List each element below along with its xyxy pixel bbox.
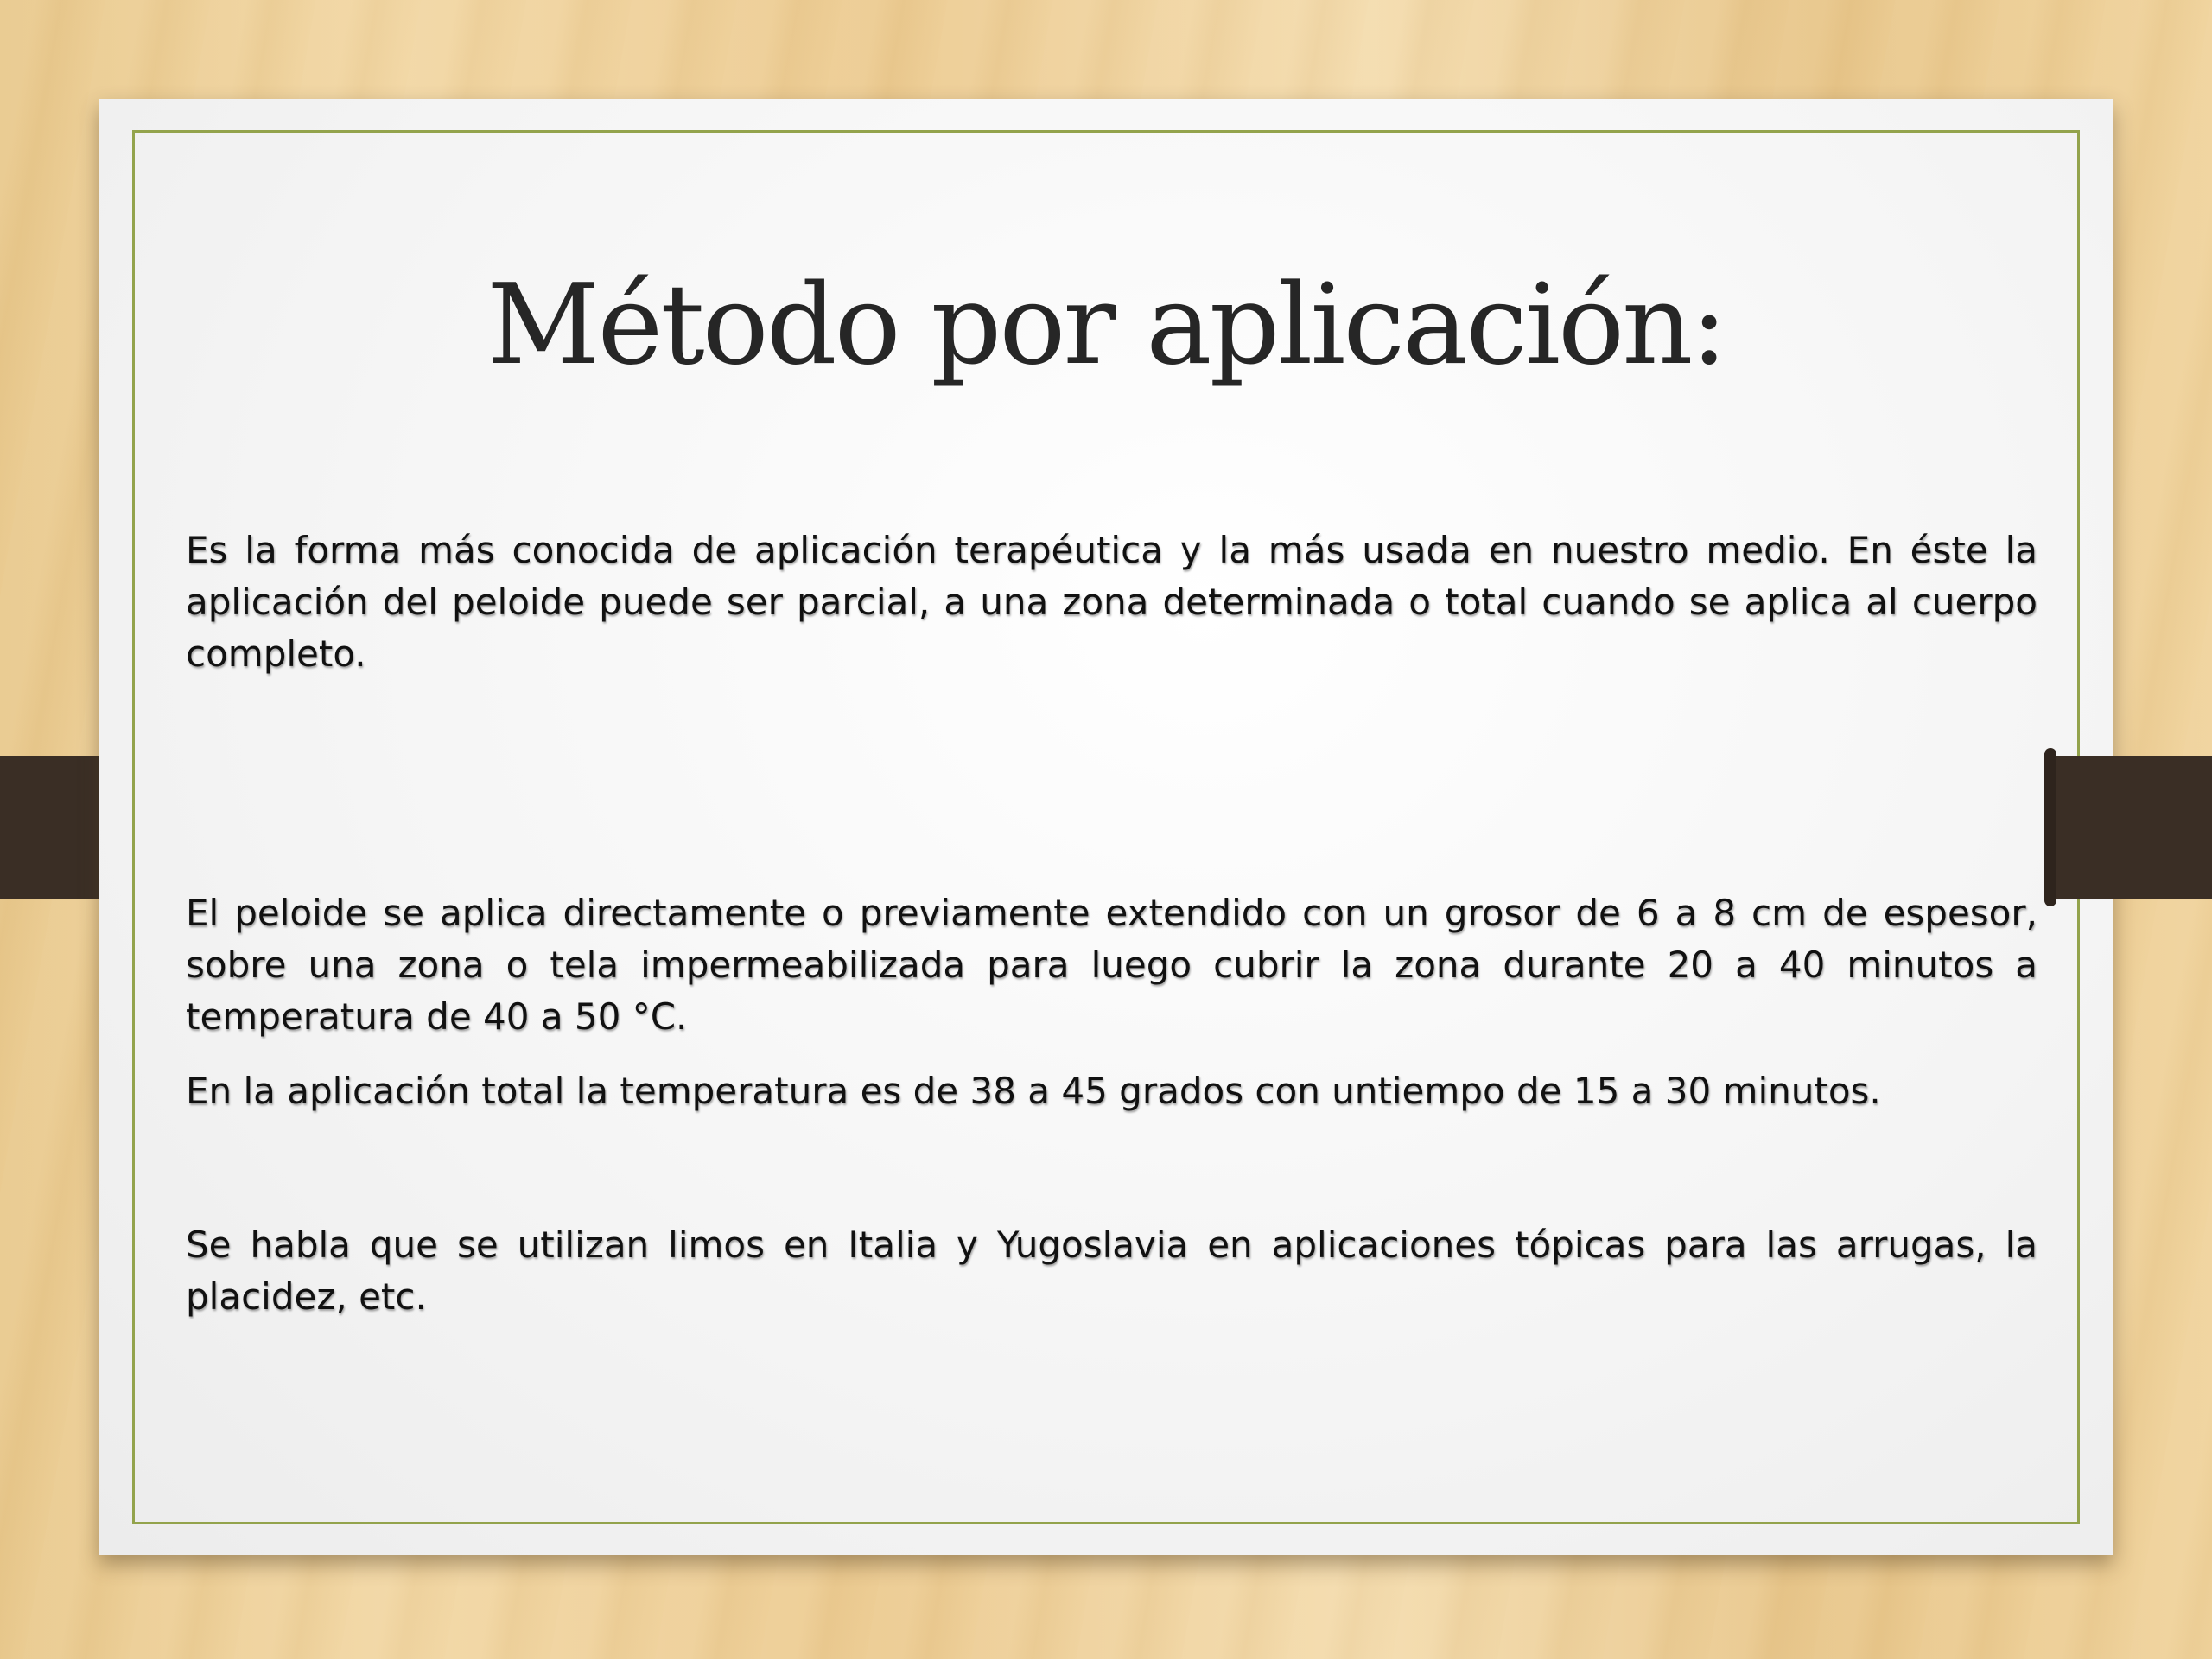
paragraph-3: En la aplicación total la temperatura es de 38 a 45 grados con untiempo de 15 a 30 minutos. (186, 1070, 1881, 1112)
slide (99, 99, 2113, 1555)
right-binding-band (2048, 756, 2212, 899)
paragraph-1: Es la forma más conocida de aplicación terapéutica y la más usada en nuestro medio. En éste la aplicación del peloide puede ser parcial, a una zona determinada o total cuando se aplica al cuerpo completo. (186, 529, 2037, 675)
paragraph-2: El peloide se aplica directamente o previamente extendido con un grosor de 6 a 8 cm de espesor, sobre una zona o tela impermeabilizada para luego cubrir la zona durante 20 a 40 minutos a temperatura de 40 a 50 °C. (186, 892, 2037, 1038)
slide-title: Método por aplicación: (486, 261, 1726, 390)
right-band-cap (2044, 748, 2056, 906)
paragraph-4: Se habla que se utilizan limos en Italia y Yugoslavia en aplicaciones tópicas para las arrugas, la placidez, etc. (186, 1224, 2037, 1318)
